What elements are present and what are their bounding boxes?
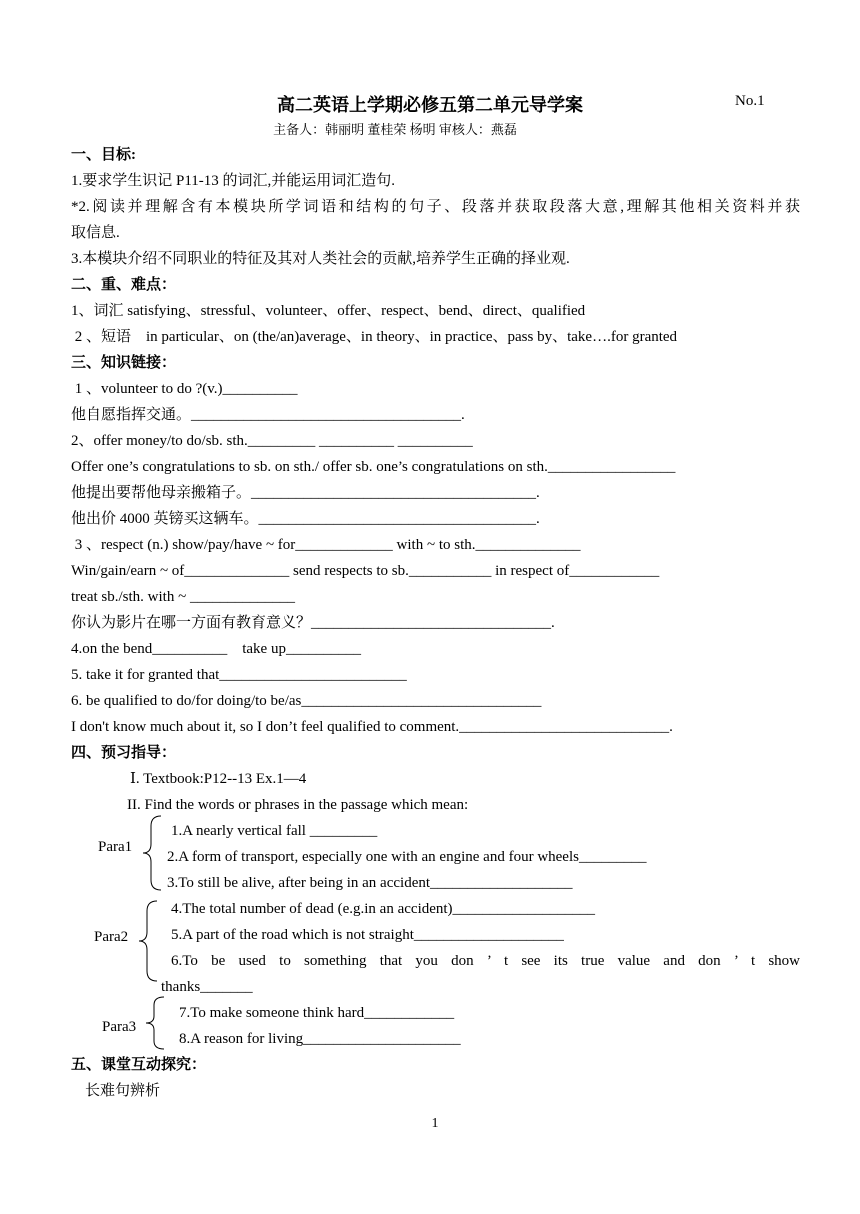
link-line: 他自愿指挥交通。____________________________________. [71,407,465,423]
link-line: 4.on the bend__________ take up__________ [71,641,361,657]
para1-item: 3.To still be alive, after being in an accident___________________ [167,875,573,891]
para1-item: 2.A form of transport, especially one with an engine and four wheels_________ [167,849,647,865]
page-number: 1 [431,1116,439,1131]
link-line: 2、offer money/to do/sb. sth._________ __________ __________ [71,433,473,449]
link-line: Offer one’s congratulations to sb. on sth./ offer sb. one’s congratulations on sth._________________ [71,459,676,475]
goal-item-2-line2: 取信息. [71,225,120,241]
preview-item-2: II. Find the words or phrases in the passage which mean: [127,797,469,813]
goal-item-3: 3.本模块介绍不同职业的特征及其对人类社会的贡献,培养学生正确的择业观. [71,251,570,267]
link-line: 他提出要帮他母亲搬箱子。______________________________________. [71,485,540,501]
link-line: 6. be qualified to do/for doing/to be/as________________________________ [71,693,542,709]
para2-item-cont: thanks_______ [161,979,253,995]
document-number: No.1 [735,93,765,109]
para3-label: Para3 [102,1019,137,1035]
para1-item: 1.A nearly vertical fall _________ [171,823,378,839]
link-line: Win/gain/earn ~ of______________ send respects to sb.___________ in respect of____________ [71,563,660,579]
section4-heading: 四、预习指导： [71,745,177,761]
keypoint-vocab: 1、词汇 satisfying、stressful、volunteer、offer、respect、bend、direct、qualified [71,303,586,319]
keypoint-phrases: 2 、短语 in particular、on (the/an)average、in theory、in practice、pass by、take….for granted [71,329,678,345]
link-line: 3 、respect (n.) show/pay/have ~ for_____________ with ~ to sth.______________ [71,537,581,553]
para2-item: 4.The total number of dead (e.g.in an accident)___________________ [171,901,596,917]
section3-heading: 三、知识链接： [71,355,177,371]
authors-line: 主备人：韩丽明 董桂荣 杨明 审核人：燕磊 [273,122,517,137]
para3-brace-icon [144,995,166,1051]
para2-item: 5.A part of the road which is not straight____________________ [171,927,564,943]
link-line: 你认为影片在哪一方面有教育意义？________________________________. [71,615,555,631]
para2-item: 6.To be used to something that you don ’ t see its true value and don ’ t show [171,953,800,969]
para1-label: Para1 [98,839,133,855]
section5-subheading: 长难句辨析 [85,1083,161,1099]
section2-heading: 二、重、难点： [71,277,177,293]
para3-item: 7.To make someone think hard____________ [179,1005,455,1021]
link-line: 他出价 4000 英镑买这辆车。_____________________________________. [71,511,540,527]
para3-item: 8.A reason for living_____________________ [179,1031,461,1047]
para2-brace-icon [137,899,159,983]
link-line: 5. take it for granted that_________________________ [71,667,407,683]
link-line: treat sb./sth. with ~ ______________ [71,589,295,605]
section1-heading: 一、目标: [71,147,136,163]
goal-item-2-line1: *2.阅读并理解含有本模块所学词语和结构的句子、段落并获取段落大意,理解其他相关资料并获 [71,199,800,215]
goal-item-1: 1.要求学生识记 P11-13 的词汇,并能运用词汇造句. [71,173,396,189]
section5-heading: 五、课堂互动探究： [71,1057,207,1073]
link-line: I don't know much about it, so I don’t feel qualified to comment.____________________________. [71,719,673,735]
preview-item-1: Ⅰ. Textbook:P12--13 Ex.1—4 [130,771,307,787]
para2-label: Para2 [94,929,129,945]
document-title: 高二英语上学期必修五第二单元导学案 [277,95,583,115]
para1-brace-icon [141,814,163,892]
link-line: 1 、volunteer to do ?(v.)__________ [71,381,298,397]
